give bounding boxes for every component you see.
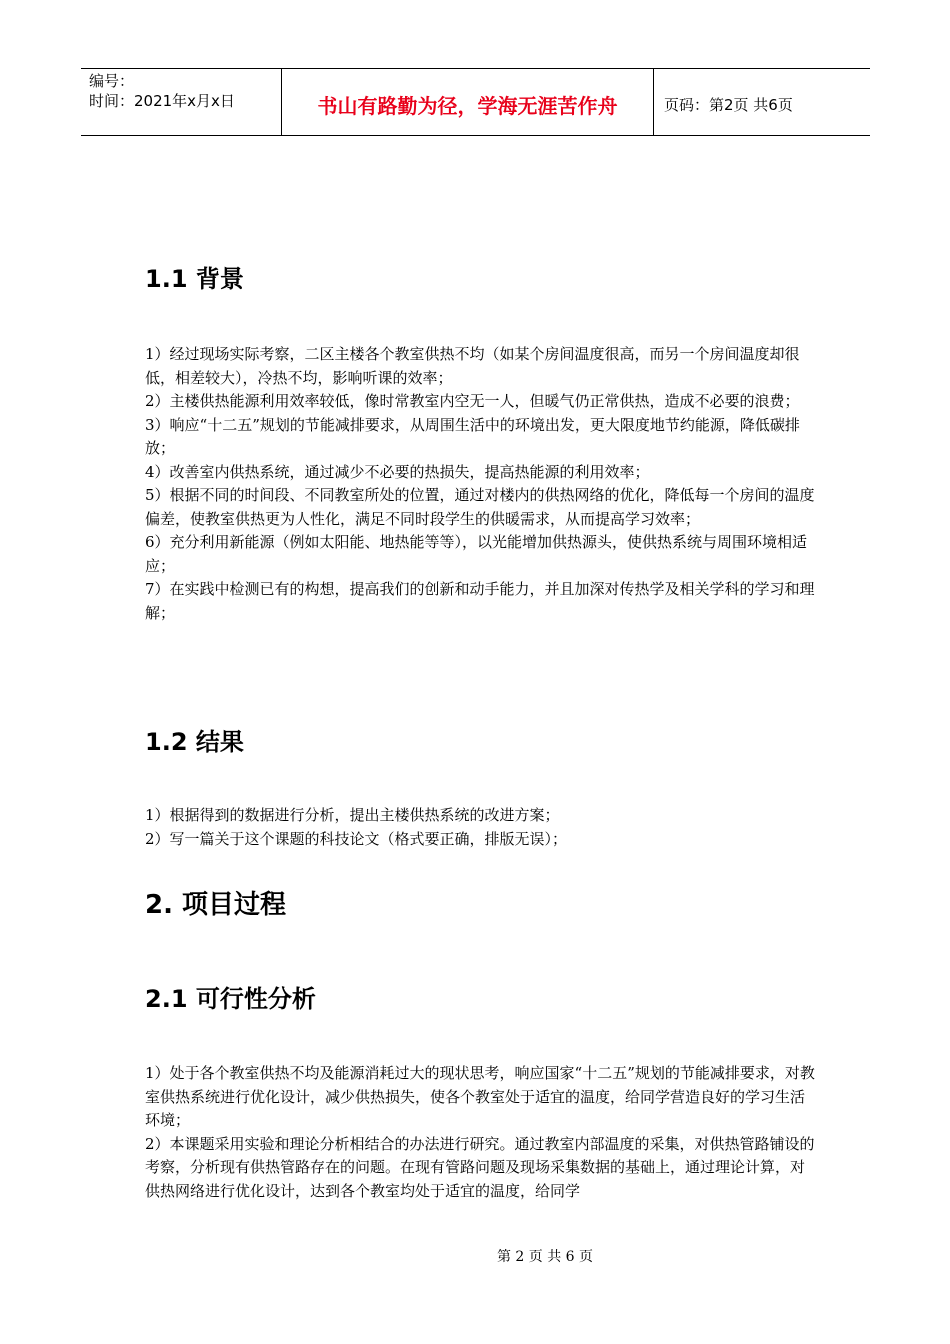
footer-page-number: 第 2 页 共 6 页 bbox=[496, 1249, 594, 1265]
list-item: 2）主楼供热能源利用效率较低，像时常教室内空无一人，但暖气仍正常供热，造成不必要的浪费； bbox=[145, 392, 800, 410]
section-2-1-list bbox=[145, 1062, 815, 1203]
page-header bbox=[81, 68, 870, 136]
list-item: 5）根据不同的时间段、不同教室所处的位置，通过对楼内的供热网络的优化，降低每一个房间的温度偏差，使教室供热更为人性化，满足不同时段学生的供暖需求，从而提高学习效率； bbox=[145, 486, 815, 528]
section-1-2-list bbox=[145, 804, 815, 851]
section-heading-1-2: 1.2 结果 bbox=[145, 728, 244, 756]
section-heading-2-1: 2.1 可行性分析 bbox=[145, 985, 316, 1013]
list-item: 3）响应“十二五”规划的节能减排要求，从周围生活中的环境出发，更大限度地节约能源，降低碳排放； bbox=[145, 415, 800, 457]
header-info-cell bbox=[81, 69, 282, 135]
list-item: 2）写一篇关于这个课题的科技论文（格式要正确，排版无误）； bbox=[145, 829, 568, 848]
header-motto: 书山有路勤为径，学海无涯苦作舟 bbox=[317, 93, 618, 118]
list-item: 1）经过现场实际考察，二区主楼各个教室供热不均（如某个房间温度很高，而另一个房间温度却很低，相差较大），冷热不均，影响听课的效率； bbox=[145, 345, 800, 387]
list-item: 1）处于各个教室供热不均及能源消耗过大的现状思考，响应国家“十二五”规划的节能减排要求，对教室供热系统进行优化设计，减少供热损失，使各个教室处于适宜的温度，给同学营造良好的学习生活环境； bbox=[145, 1064, 815, 1129]
document-date-label: 时间：2021年x月x日 bbox=[89, 92, 235, 110]
header-motto-cell bbox=[282, 69, 654, 135]
section-heading-2: 2. 项目过程 bbox=[145, 890, 287, 920]
document-number-label: 编号： bbox=[89, 72, 135, 90]
header-page-cell bbox=[654, 69, 870, 135]
page-footer bbox=[0, 1246, 950, 1266]
list-item: 4）改善室内供热系统，通过减少不必要的热损失，提高热能源的利用效率； bbox=[145, 462, 650, 481]
list-item: 1）根据得到的数据进行分析，提出主楼供热系统的改进方案； bbox=[145, 806, 560, 824]
list-item: 7）在实践中检测已有的构想，提高我们的创新和动手能力，并且加深对传热学及相关学科的学习和理解； bbox=[145, 580, 815, 622]
list-item: 6）充分利用新能源（例如太阳能、地热能等等），以光能增加供热源头，使供热系统与周围环境相适应； bbox=[145, 533, 808, 575]
list-item: 2）本课题采用实验和理论分析相结合的办法进行研究。通过教室内部温度的采集，对供热管路铺设的考察，分析现有供热管路存在的问题。在现有管路问题及现场采集数据的基础上，通过理论计算，对供热网络进行优化设计，达到各个教室均处于适宜的温度，给同学 bbox=[145, 1134, 815, 1200]
section-1-1-list bbox=[145, 343, 815, 625]
section-heading-1-1: 1.1 背景 bbox=[145, 265, 244, 293]
header-page-number: 页码：第2页 共6页 bbox=[664, 95, 793, 114]
